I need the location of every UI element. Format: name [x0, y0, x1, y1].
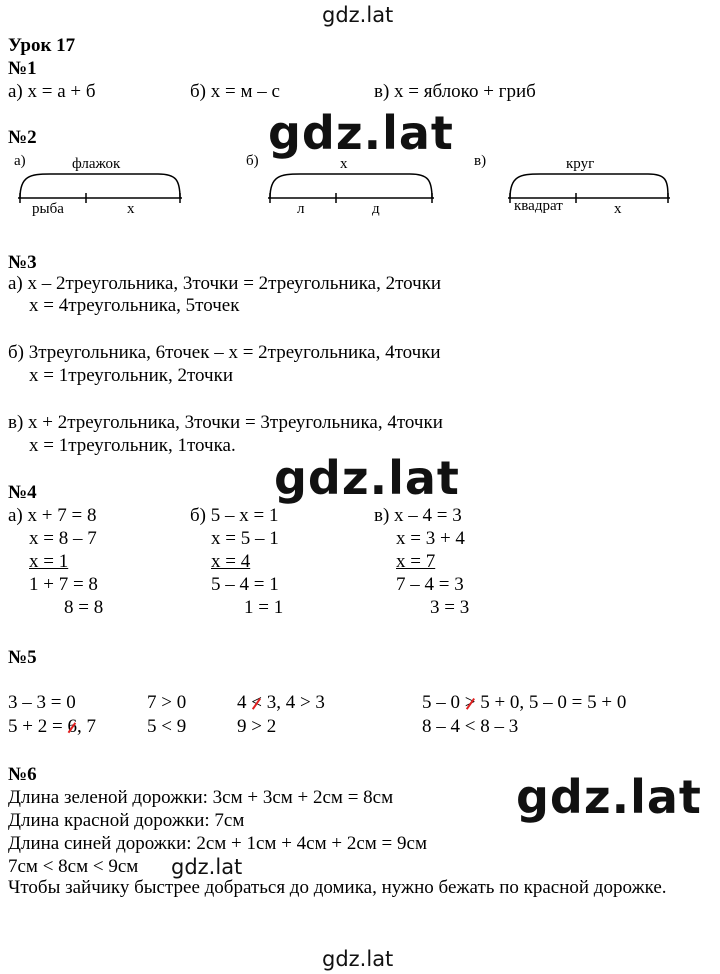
- task-5-r2-c3: 9 > 2: [237, 716, 277, 737]
- task-5-r1-c2: 7 > 0: [147, 692, 187, 713]
- diagram-b-top-label: х: [340, 156, 348, 172]
- task-5-heading: №5: [8, 647, 37, 668]
- task-5-r1-c4: 5 – 0 > 5 + 0, 5 – 0 = 5 + 0: [422, 692, 627, 713]
- task-4-c-check: 7 – 4 = 3: [396, 574, 464, 595]
- task-4-a-check: 1 + 7 = 8: [29, 574, 98, 595]
- diagram-a-left-label: рыба: [32, 201, 64, 217]
- task-6-line-2: Длина красной дорожки: 7см: [8, 810, 245, 831]
- task-6-heading: №6: [8, 764, 37, 785]
- task-3-heading: №3: [8, 252, 37, 273]
- task-4-a-line-1: а) х + 7 = 8: [8, 505, 97, 526]
- task-4-a-line-2: х = 8 – 7: [29, 528, 97, 549]
- task-4-c-answer: х = 7: [396, 551, 436, 572]
- task-6-line-1: Длина зеленой дорожки: 3см + 3см + 2см = 8см: [8, 787, 394, 808]
- task-4-b-line-1: б) 5 – х = 1: [190, 505, 279, 526]
- diagram-c-brace: [510, 174, 668, 198]
- diagram-c-letter: в): [474, 153, 487, 169]
- diagram-b-left-label: л: [297, 201, 305, 217]
- task-4-b-line-2: х = 5 – 1: [211, 528, 279, 549]
- watermark-mid-3: gdz.lat: [516, 770, 702, 824]
- watermark-mid-2: gdz.lat: [274, 451, 460, 505]
- diagram-c-top-label: круг: [566, 156, 595, 172]
- diagram-b-letter: б): [246, 153, 259, 169]
- diagram-a-right-label: х: [127, 201, 135, 217]
- task-4-b-check: 5 – 4 = 1: [211, 574, 279, 595]
- lesson-title: Урок 17: [8, 35, 76, 56]
- task-1-a: а) х = а + б: [8, 81, 96, 102]
- diagram-b-brace: [270, 174, 432, 198]
- task-2-heading: №2: [8, 127, 37, 148]
- struck-symbol: <: [251, 692, 262, 713]
- watermark-bottom: gdz.lat: [322, 947, 394, 971]
- task-6-line-3: Длина синей дорожки: 2см + 1см + 4см + 2см = 9см: [8, 833, 427, 854]
- task-6-conclusion: Чтобы зайчику быстрее добраться до домика, нужно бежать по красной дорожке.: [8, 877, 667, 898]
- diagram-c-right-label: х: [614, 201, 622, 217]
- diagram-b-right-label: д: [372, 201, 380, 217]
- diagram-c-left-label: квадрат: [514, 198, 563, 214]
- task-5-r2-c2: 5 < 9: [147, 716, 187, 737]
- watermark-mid-1: gdz.lat: [268, 106, 454, 160]
- task-5-r1-c3: 4 < 3, 4 > 3: [237, 692, 325, 713]
- task-1-b: б) х = м – с: [190, 81, 280, 102]
- task-5-r2-c1: 5 + 2 = 6, 7: [8, 716, 96, 737]
- task-6-line-4: 7см < 8см < 9см: [8, 856, 139, 877]
- task-4-b-answer: х = 4: [211, 551, 251, 572]
- task-3-c-line-1: в) х + 2треугольника, 3точки = 3треугольника, 4точки: [8, 412, 443, 433]
- task-3-c-line-2: х = 1треугольник, 1точка.: [29, 435, 236, 456]
- task-4-a-result: 8 = 8: [64, 597, 104, 618]
- task-4-b-result: 1 = 1: [244, 597, 284, 618]
- task-4-c-result: 3 = 3: [430, 597, 470, 618]
- task-4-c-line-1: в) х – 4 = 3: [374, 505, 462, 526]
- segment-diagrams: [0, 140, 720, 220]
- diagram-a-top-label: флажок: [72, 156, 121, 172]
- task-4-a-answer: х = 1: [29, 551, 69, 572]
- diagram-a-brace: [20, 174, 180, 198]
- watermark-top: gdz.lat: [322, 3, 394, 27]
- task-5-r1-c1: 3 – 3 = 0: [8, 692, 76, 713]
- task-3-a-line-2: х = 4треугольника, 5точек: [29, 295, 240, 316]
- watermark-small: gdz.lat: [171, 855, 243, 879]
- diagram-a-letter: а): [14, 153, 26, 169]
- task-1-heading: №1: [8, 58, 37, 79]
- task-5-r2-c4: 8 – 4 < 8 – 3: [422, 716, 519, 737]
- task-1-c: в) х = яблоко + гриб: [374, 81, 536, 102]
- task-3-b-line-2: х = 1треугольник, 2точки: [29, 365, 234, 386]
- task-3-b-line-1: б) 3треугольника, 6точек – х = 2треугольника, 4точки: [8, 342, 441, 363]
- task-4-c-line-2: х = 3 + 4: [396, 528, 465, 549]
- struck-symbol: 6: [67, 716, 77, 737]
- task-3-a-line-1: а) х – 2треугольника, 3точки = 2треугольника, 2точки: [8, 273, 442, 294]
- struck-symbol: >: [464, 692, 476, 713]
- task-4-heading: №4: [8, 482, 37, 503]
